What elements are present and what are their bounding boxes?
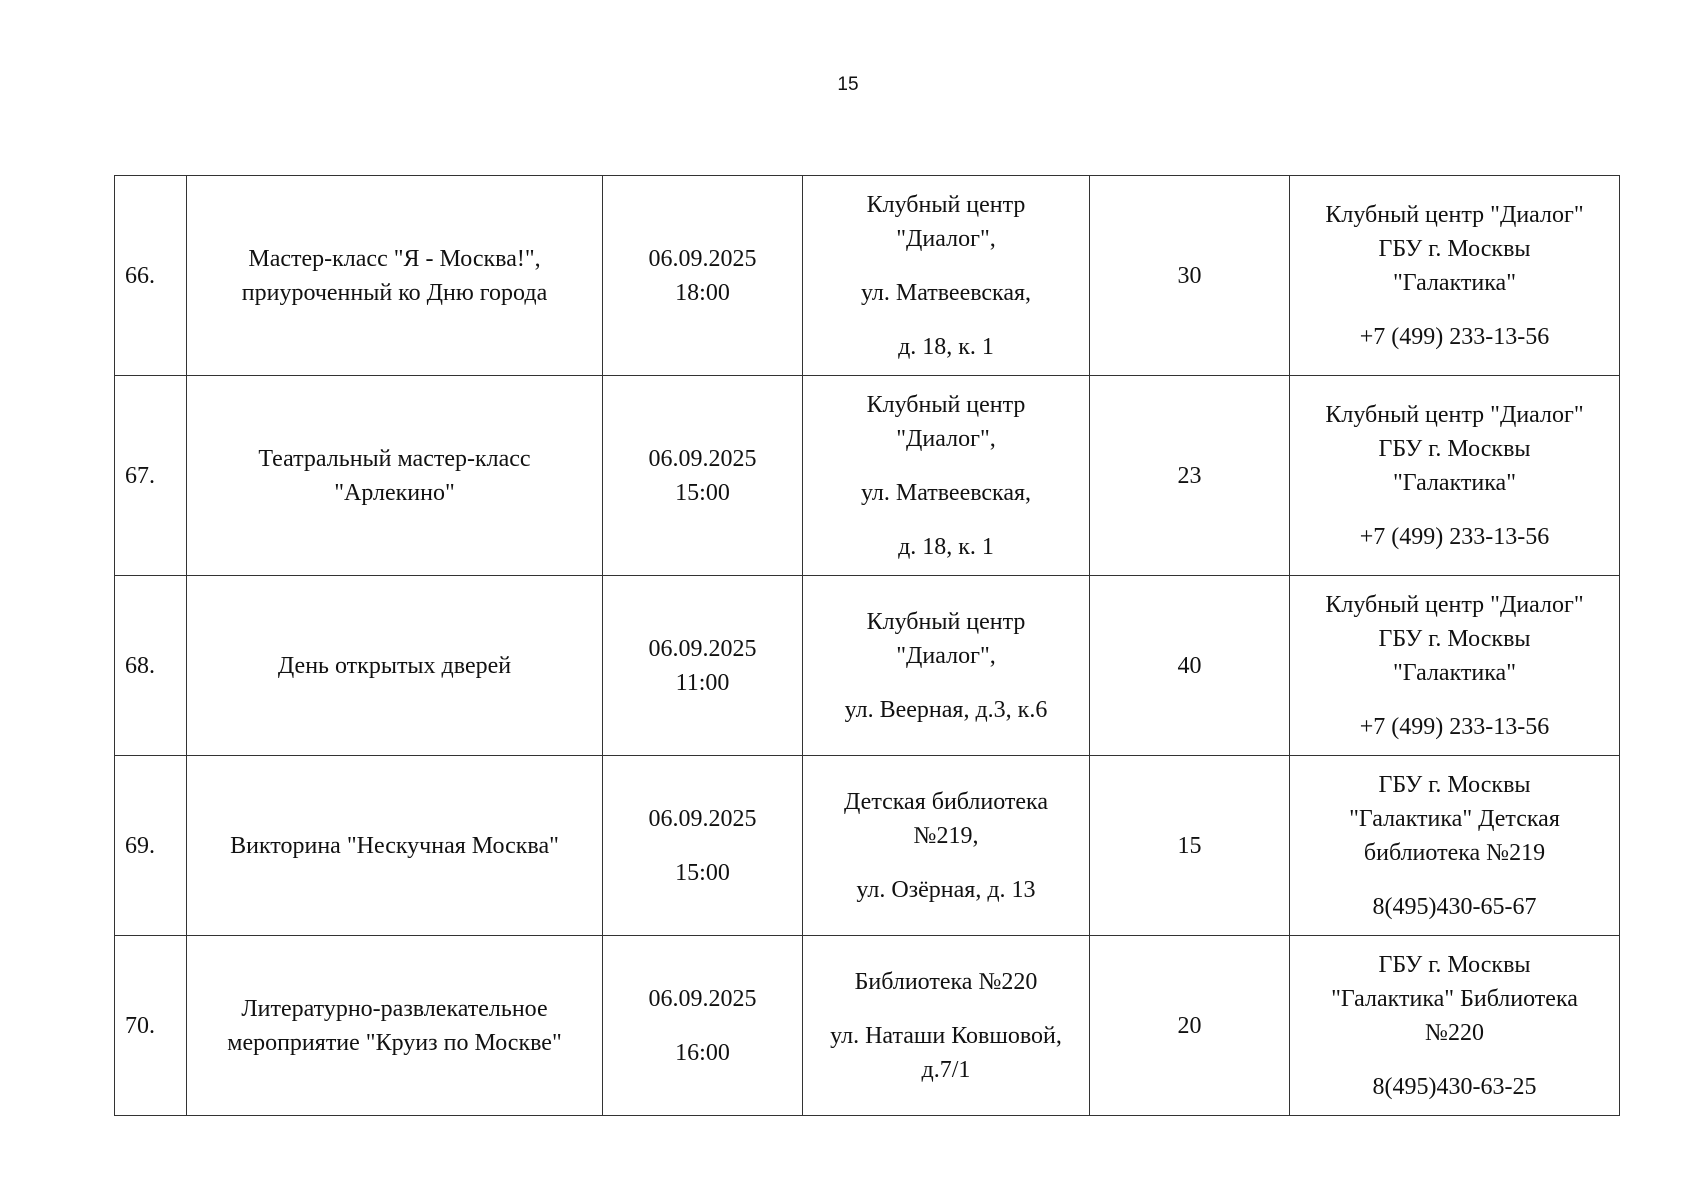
events-table: [114, 175, 1620, 1116]
event-place: Библиотека №220 ул. Наташи Ковшовой, д.7/1: [803, 936, 1090, 1116]
table-row: [115, 576, 1620, 756]
event-datetime: 06.09.2025 11:00: [603, 576, 803, 756]
event-place: Детская библиотека №219, ул. Озёрная, д. 13: [803, 756, 1090, 936]
participant-count: 40: [1090, 576, 1290, 756]
organizer-phone: +7 (499) 233-13-56: [1359, 523, 1550, 550]
event-title: Литературно-развлекательное мероприятие "Круиз по Москве": [187, 936, 603, 1116]
event-datetime: 06.09.2025 16:00: [603, 936, 803, 1116]
event-place: Клубный центр "Диалог", ул. Матвеевская, д. 18, к. 1: [803, 176, 1090, 376]
row-number: 68.: [115, 576, 187, 756]
organizer: ГБУ г. Москвы "Галактика" Библиотека №220 8(495)430-63-25: [1290, 936, 1620, 1116]
table-row: [115, 756, 1620, 936]
organizer-phone: +7 (499) 233-13-56: [1359, 323, 1550, 350]
event-title: Мастер-класс "Я - Москва!", приуроченный ко Дню города: [187, 176, 603, 376]
row-number: 69.: [115, 756, 187, 936]
organizer-phone: 8(495)430-65-67: [1372, 893, 1537, 920]
table-row: [115, 936, 1620, 1116]
organizer: Клубный центр "Диалог" ГБУ г. Москвы "Галактика" +7 (499) 233-13-56: [1290, 176, 1620, 376]
row-number: 66.: [115, 176, 187, 376]
row-number: 67.: [115, 376, 187, 576]
table-row: [115, 376, 1620, 576]
participant-count: 23: [1090, 376, 1290, 576]
organizer: Клубный центр "Диалог" ГБУ г. Москвы "Галактика" +7 (499) 233-13-56: [1290, 376, 1620, 576]
row-number: 70.: [115, 936, 187, 1116]
organizer: Клубный центр "Диалог" ГБУ г. Москвы "Галактика" +7 (499) 233-13-56: [1290, 576, 1620, 756]
table-row: [115, 176, 1620, 376]
organizer-phone: 8(495)430-63-25: [1372, 1073, 1537, 1100]
participant-count: 30: [1090, 176, 1290, 376]
organizer: ГБУ г. Москвы "Галактика" Детская библиотека №219 8(495)430-65-67: [1290, 756, 1620, 936]
event-title: День открытых дверей: [187, 576, 603, 756]
event-datetime: 06.09.2025 15:00: [603, 756, 803, 936]
participant-count: 15: [1090, 756, 1290, 936]
event-title: Викторина "Нескучная Москва": [187, 756, 603, 936]
event-place: Клубный центр "Диалог", ул. Матвеевская, д. 18, к. 1: [803, 376, 1090, 576]
page-number: 15: [837, 74, 859, 95]
organizer-phone: +7 (499) 233-13-56: [1359, 713, 1550, 740]
event-place: Клубный центр "Диалог", ул. Веерная, д.3, к.6: [803, 576, 1090, 756]
event-title: Театральный мастер-класс "Арлекино": [187, 376, 603, 576]
event-datetime: 06.09.2025 15:00: [603, 376, 803, 576]
event-datetime: 06.09.2025 18:00: [603, 176, 803, 376]
participant-count: 20: [1090, 936, 1290, 1116]
